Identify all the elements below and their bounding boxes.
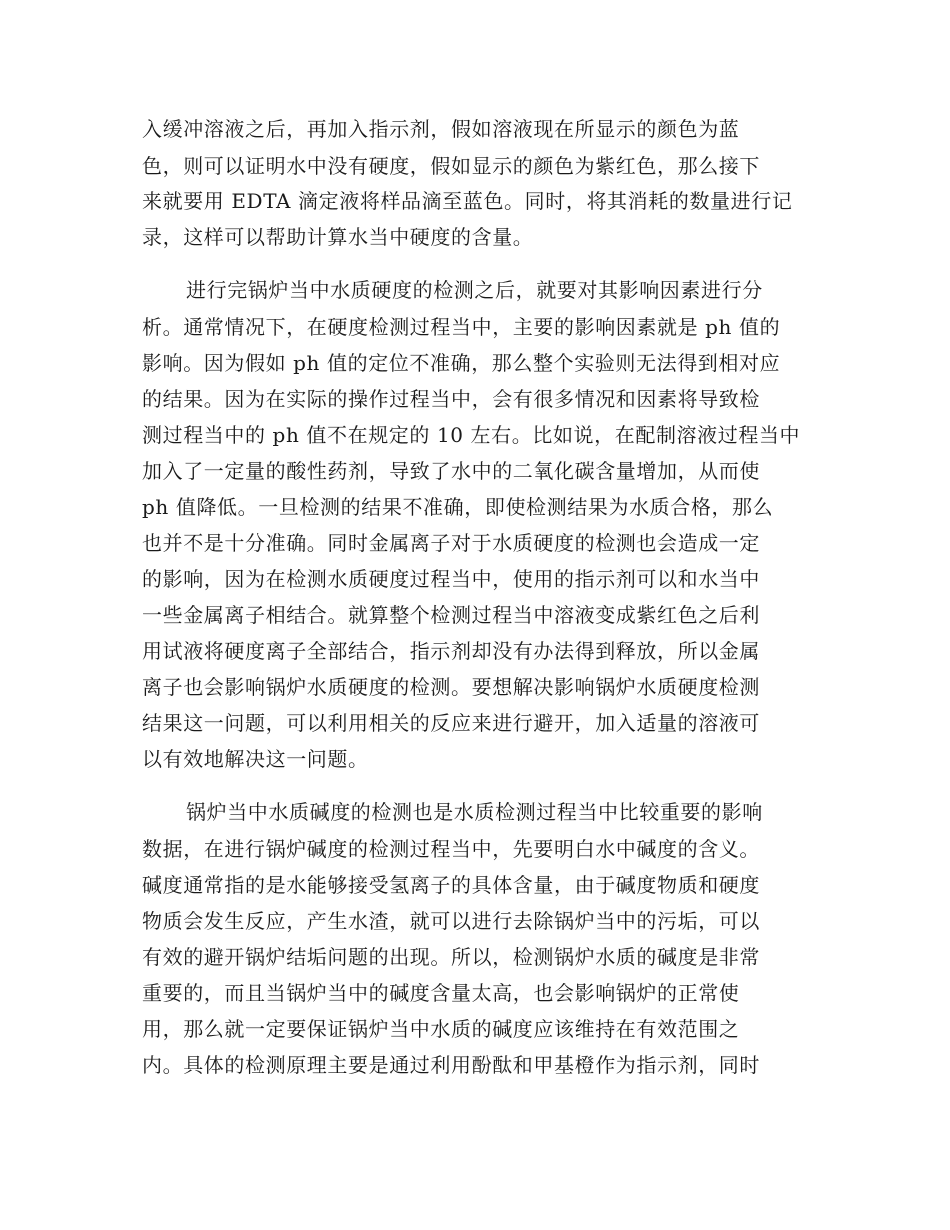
paragraph-3-line-3: 碱度通常指的是水能够接受氢离子的具体含量，由于碱度物质和硬度: [142, 873, 760, 897]
paragraph-2-line-2: 析。通常情况下，在硬度检测过程当中，主要的影响因素就是 ph 值的: [142, 315, 781, 339]
paragraph-2-line-5: 测过程当中的 ph 值不在规定的 10 左右。比如说，在配制溶液过程当中: [142, 423, 801, 447]
paragraph-2-line-6: 加入了一定量的酸性药剂，导致了水中的二氧化碳含量增加，从而使: [142, 459, 760, 483]
paragraph-1-line-1: 入缓冲溶液之后，再加入指示剂，假如溶液现在所显示的颜色为蓝: [142, 117, 740, 141]
paragraph-2-line-11: 用试液将硬度离子全部结合，指示剂却没有办法得到释放，所以金属: [142, 639, 760, 663]
paragraph-3-line-4: 物质会发生反应，产生水渣，就可以进行去除锅炉当中的污垢，可以: [142, 909, 760, 933]
paragraph-3-line-6: 重要的，而且当锅炉当中的碱度含量太高，也会影响锅炉的正常使: [142, 981, 740, 1005]
paragraph-3-line-5: 有效的避开锅炉结垢问题的出现。所以，检测锅炉水质的碱度是非常: [142, 945, 760, 969]
paragraph-2-line-7: ph 值降低。一旦检测的结果不准确，即使检测结果为水质合格，那么: [142, 495, 774, 519]
paragraph-2-line-9: 的影响，因为在检测水质硬度过程当中，使用的指示剂可以和水当中: [142, 567, 760, 591]
paragraph-2-line-12: 离子也会影响锅炉水质硬度的检测。要想解决影响锅炉水质硬度检测: [142, 675, 760, 699]
paragraph-2-line-8: 也并不是十分准确。同时金属离子对于水质硬度的检测也会造成一定: [142, 531, 760, 555]
paragraph-2-line-10: 一些金属离子相结合。就算整个检测过程当中溶液变成紫红色之后利: [142, 603, 760, 627]
paragraph-2-line-1: 进行完锅炉当中水质硬度的检测之后，就要对其影响因素进行分: [186, 278, 763, 302]
paragraph-3-line-8: 内。具体的检测原理主要是通过利用酚酞和甲基橙作为指示剂，同时: [142, 1053, 760, 1077]
paragraph-2-line-4: 的结果。因为在实际的操作过程当中，会有很多情况和因素将导致检: [142, 387, 760, 411]
paragraph-3-line-7: 用，那么就一定要保证锅炉当中水质的碱度应该维持在有效范围之: [142, 1017, 740, 1041]
paragraph-2-line-14: 以有效地解决这一问题。: [142, 747, 369, 771]
paragraph-2-line-3: 影响。因为假如 ph 值的定位不准确，那么整个实验则无法得到相对应: [142, 351, 781, 375]
paragraph-1-line-2: 色，则可以证明水中没有硬度，假如显示的颜色为紫红色，那么接下: [142, 154, 760, 178]
paragraph-3-line-2: 数据，在进行锅炉碱度的检测过程当中，先要明白水中碱度的含义。: [142, 837, 760, 861]
paragraph-3-line-1: 锅炉当中水质碱度的检测也是水质检测过程当中比较重要的影响: [186, 800, 763, 824]
paragraph-2-line-13: 结果这一问题，可以利用相关的反应来进行避开，加入适量的溶液可: [142, 711, 760, 735]
paragraph-1-line-4: 录，这样可以帮助计算水当中硬度的含量。: [142, 225, 534, 249]
paragraph-1-line-3: 来就要用 EDTA 滴定液将样品滴至蓝色。同时，将其消耗的数量进行记: [142, 189, 793, 213]
